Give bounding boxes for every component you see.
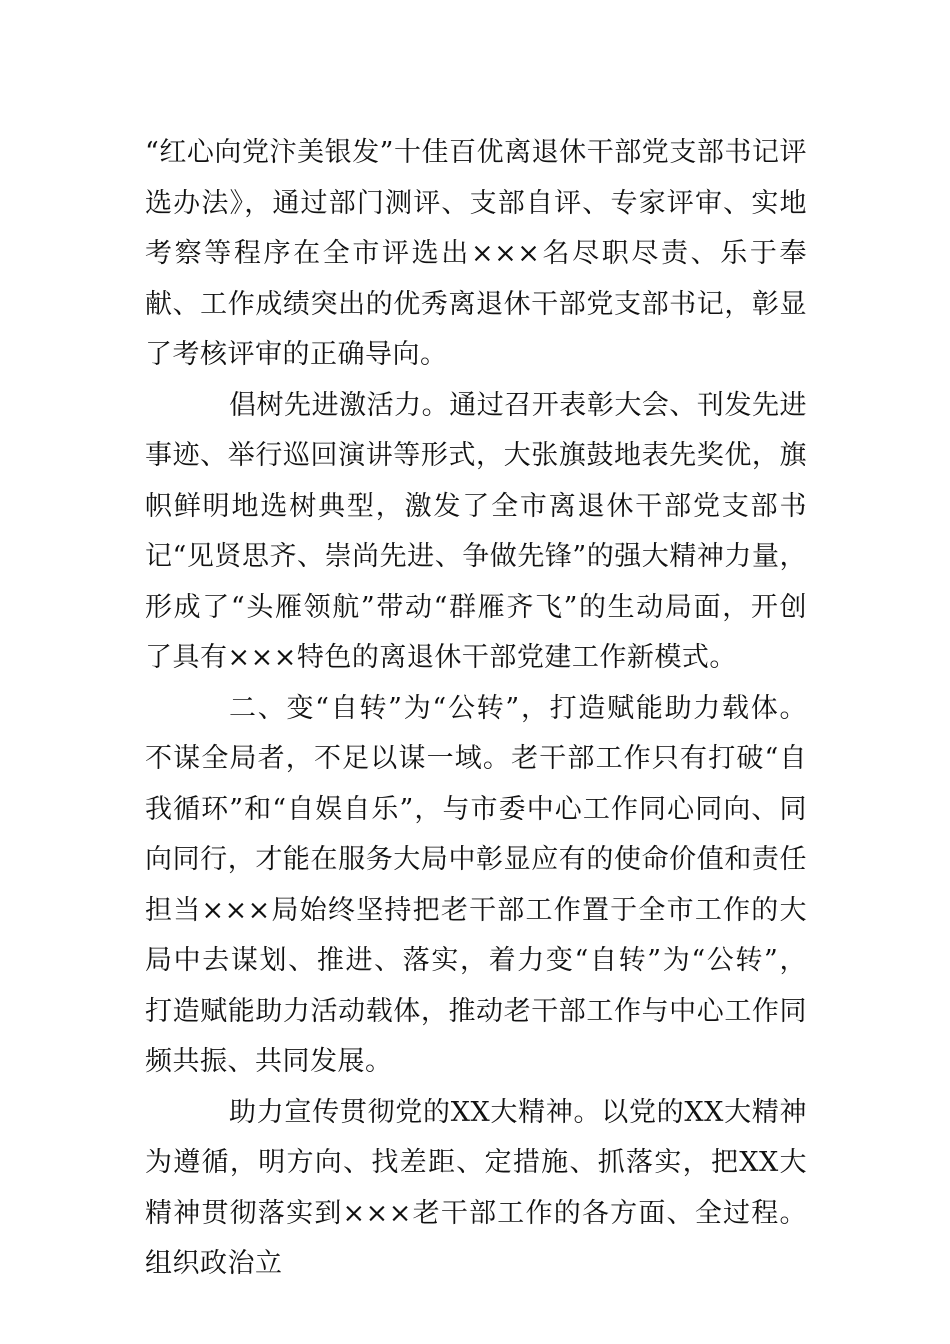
paragraph-advanced-models: 倡树先进激活力。通过召开表彰大会、刊发先进事迹、举行巡回演讲等形式，大张旗鼓地表先奖优，旗帜鲜明地选树典型，激发了全市离退休干部党支部书记“见贤思齐、崇尚先进、争做先锋”的强大精神力量，形成了“头雁领航”带动“群雁齐飞”的生动局面，开创了具有×××特色的离退休干部党建工作新模式。 xyxy=(145,389,807,673)
paragraph-selection-method: “红心向党汴美银发”十佳百优离退休干部党支部书记评选办法》，通过部门测评、支部自评、专家评审、实地考察等程序在全市评选出×××名尽职尽责、乐于奉献、工作成绩突出的优秀离退休干部党支部书记，彰显了考核评审的正确导向。 xyxy=(145,137,807,370)
paragraph-section-two: 二、变“自转”为“公转”，打造赋能助力载体。不谋全局者，不足以谋一域。老干部工作只有打破“自我循环”和“自娱自乐”，与市委中心工作同心同向、同向同行，才能在服务大局中彰显应有的使命价值和责任担当×××局始终坚持把老干部工作置于全市工作的大局中去谋划、推进、落实，着力变“自转”为“公转”，打造赋能助力活动载体，推动老干部工作与中心工作同频共振、共同发展。 xyxy=(145,692,807,1077)
paragraph-congress-spirit: 助力宣传贯彻党的XX大精神。以党的XX大精神为遵循，明方向、找差距、定措施、抓落实，把XX大精神贯彻落实到×××老干部工作的各方面、全过程。组织政治立 xyxy=(145,1096,807,1279)
document-body xyxy=(145,128,807,1290)
